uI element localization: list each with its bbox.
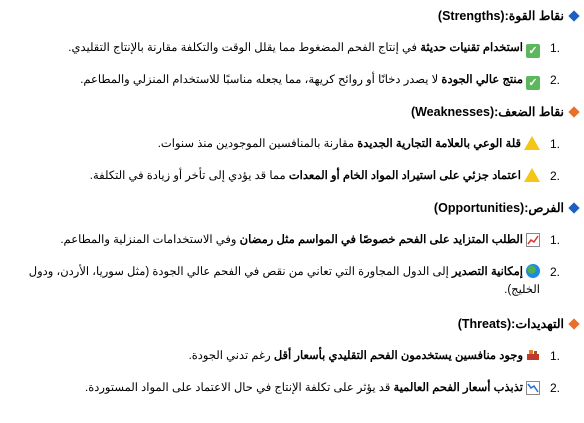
diamond-bullet-icon bbox=[568, 10, 579, 21]
check-icon: ✓ bbox=[526, 76, 540, 90]
section-title: نقاط الضعف:(Weaknesses) bbox=[410, 105, 564, 119]
section-heading-opportunities bbox=[434, 200, 578, 215]
list-item: ✓استخدام تقنيات حديثة في إنتاج الفحم المضغوط مما يقلل الوقت والتكلفة مقارنة بالإنتاج التقليدي. bbox=[20, 39, 540, 58]
chart-increasing-icon bbox=[526, 233, 540, 247]
item-number: 2. bbox=[549, 265, 560, 279]
list-item: الطلب المتزايد على الفحم خصوصًا في المواسم مثل رمضان وفي الاستخدامات المنزلية والمطاعم. bbox=[20, 231, 540, 249]
diamond-bullet-icon bbox=[568, 318, 579, 329]
list-item: ✓منتج عالي الجودة لا يصدر دخانًا أو روائح كريهة، مما يجعله مناسبًا للاستخدام المنزلي والمطاعم. bbox=[20, 71, 540, 90]
item-number: 1. bbox=[549, 41, 560, 55]
list-item: قلة الوعي بالعلامة التجارية الجديدة مقارنة بالمنافسين الموجودين منذ سنوات. bbox=[20, 135, 540, 153]
list-item: تذبذب أسعار الفحم العالمية قد يؤثر على تكلفة الإنتاج في حال الاعتماد على المواد المستوردة. bbox=[20, 379, 540, 397]
warning-icon bbox=[524, 136, 540, 150]
item-number: 1. bbox=[549, 349, 560, 363]
item-number: 2. bbox=[549, 381, 560, 395]
item-number: 2. bbox=[549, 73, 560, 87]
chart-decreasing-icon bbox=[526, 381, 540, 395]
section-title: التهديدات:(Threats) bbox=[457, 317, 564, 331]
diamond-bullet-icon bbox=[568, 106, 579, 117]
globe-icon bbox=[526, 264, 540, 278]
section-title: الفرص:(Opportunities) bbox=[433, 201, 564, 215]
list-item: اعتماد جزئي على استيراد المواد الخام أو المعدات مما قد يؤدي إلى تأخر أو زيادة في التكلفة. bbox=[20, 167, 540, 185]
section-heading-strengths bbox=[438, 8, 578, 23]
check-icon: ✓ bbox=[526, 44, 540, 58]
section-title: نقاط القوة:(Strengths) bbox=[437, 9, 564, 23]
list-item: إمكانية التصدير إلى الدول المجاورة التي تعاني من نقص في الفحم عالي الجودة (مثل سوريا، الأردن، ودول الخليج). bbox=[28, 266, 540, 296]
item-number: 2. bbox=[549, 169, 560, 183]
item-number: 1. bbox=[549, 233, 560, 247]
diamond-bullet-icon bbox=[568, 202, 579, 213]
item-number: 1. bbox=[549, 137, 560, 151]
section-heading-weaknesses bbox=[411, 104, 578, 119]
list-item: وجود منافسين يستخدمون الفحم التقليدي بأسعار أقل رغم تدني الجودة. bbox=[20, 347, 540, 365]
section-heading-threats bbox=[458, 316, 578, 331]
warning-icon bbox=[524, 168, 540, 182]
competitor-icon bbox=[526, 348, 540, 362]
